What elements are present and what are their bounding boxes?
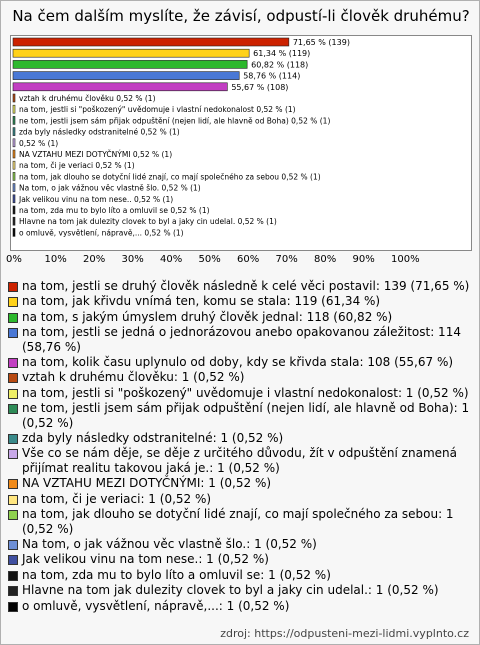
bar-13 — [13, 184, 15, 192]
bar-5 — [13, 94, 15, 102]
legend-item — [8, 583, 474, 597]
legend-swatch — [8, 373, 18, 383]
bar-15 — [13, 206, 15, 214]
legend-label: ne tom, jestli jsem sám přijak odpuštění (nejen lidí, ale hlavně od Boha): 1 (0,52 %) — [22, 401, 470, 430]
bar-plot — [10, 35, 472, 251]
x-tick-label: 90% — [352, 254, 375, 265]
legend-item — [8, 294, 474, 308]
legend-swatch — [8, 571, 18, 581]
legend-swatch — [8, 404, 18, 414]
legend-label: o omluvě, vysvětlení, nápravě,...: 1 (0,52 %) — [22, 598, 290, 613]
legend-item — [8, 401, 474, 430]
bar-11 — [13, 161, 15, 169]
bar-label-15: na tom, zda mu to bylo líto a omluvil se 0,52 % (1) — [19, 206, 210, 215]
legend-swatch — [8, 434, 18, 444]
legend-swatch — [8, 282, 18, 292]
legend-label: Na tom, o jak vážnou věc vlastně šlo.: 1 (0,52 %) — [22, 536, 317, 551]
legend-swatch — [8, 586, 18, 596]
legend-item — [8, 552, 474, 566]
legend-swatch — [8, 297, 18, 307]
bar-2 — [13, 60, 247, 68]
legend-swatch — [8, 540, 18, 550]
legend-item — [8, 310, 474, 324]
bar-label-0: 71,65 % (139) — [292, 38, 350, 47]
bar-label-17: o omluvě, vysvětlení, nápravě,... 0,52 % (1) — [19, 228, 184, 238]
bar-label-14: Jak velikou vinu na tom nese.. 0,52 % (1) — [19, 194, 174, 204]
bar-label-8: zda byly následky odstranitelné 0,52 % (1) — [19, 127, 180, 137]
legend-item — [8, 446, 474, 475]
legend-item — [8, 476, 474, 490]
bar-14 — [13, 195, 15, 203]
bar-label-2: 60,82 % (118) — [251, 60, 309, 70]
bar-label-12: na tom, jak dlouho se dotyční lidé znají, co mají společného za sebou 0,52 % (1) — [19, 172, 321, 182]
legend-swatch — [8, 495, 18, 505]
legend-swatch — [8, 479, 18, 489]
bar-label-16: Hlavne na tom jak dulezity clovek to byl a jaky cin udelal. 0,52 % (1) — [19, 217, 277, 227]
bar-label-5: vztah k druhému člověku 0,52 % (1) — [19, 94, 156, 103]
legend-label: na tom, jak dlouho se dotyční lidé znají, co mají společného za sebou: 1 (0,52 %) — [22, 507, 454, 536]
legend-label: na tom, či je veriaci: 1 (0,52 %) — [22, 491, 212, 506]
legend-item — [8, 492, 474, 506]
legend-swatch — [8, 358, 18, 368]
legend-swatch — [8, 313, 18, 323]
x-tick-label: 40% — [160, 254, 183, 265]
legend-label: zda byly následky odstranitelné: 1 (0,52 %) — [22, 431, 284, 446]
bar-8 — [13, 128, 15, 136]
x-tick-label: 20% — [83, 254, 106, 265]
legend-label: vztah k druhému člověku: 1 (0,52 %) — [22, 370, 245, 385]
x-tick-label: 0% — [6, 254, 22, 265]
legend — [8, 279, 474, 614]
legend-item — [8, 370, 474, 384]
legend-swatch — [8, 328, 18, 338]
x-tick-label: 80% — [314, 254, 337, 265]
legend-label: na tom, jestli se jedná o jednorázovou anebo opakovanou záležitost: 114 (58,76 %) — [22, 325, 461, 354]
legend-item — [8, 355, 474, 369]
bar-label-3: 58,76 % (114) — [243, 71, 301, 81]
legend-item — [8, 537, 474, 551]
legend-swatch — [8, 555, 18, 565]
legend-item — [8, 279, 474, 293]
legend-swatch — [8, 389, 18, 399]
bar-16 — [13, 217, 15, 225]
legend-item — [8, 431, 474, 445]
legend-swatch — [8, 449, 18, 459]
legend-swatch — [8, 602, 18, 612]
legend-item — [8, 568, 474, 582]
legend-label: na tom, zda mu to bylo líto a omluvil se: 1 (0,52 %) — [22, 567, 331, 582]
legend-label: na tom, jestli si "poškozený" uvědomuje i vlastní nedokonalost: 1 (0,52 %) — [22, 385, 469, 400]
bar-10 — [13, 150, 15, 158]
legend-label: na tom, jak křivdu vnímá ten, komu se stala: 119 (61,34 %) — [22, 294, 381, 309]
bar-7 — [13, 116, 15, 124]
bar-9 — [13, 139, 15, 147]
legend-label: NA VZTAHU MEZI DOTYČNÝMI: 1 (0,52 %) — [22, 476, 272, 491]
legend-item — [8, 386, 474, 400]
legend-item — [8, 325, 474, 354]
x-tick-label: 100% — [391, 254, 420, 265]
x-axis-tick-labels — [1, 254, 480, 270]
x-tick-label: 60% — [237, 254, 260, 265]
bar-label-1: 61,34 % (119) — [253, 49, 311, 59]
bar-label-9: 0,52 % (1) — [19, 138, 59, 148]
source-note: zdroj: https://odpusteni-mezi-lidmi.vyplnto.cz — [220, 627, 469, 640]
legend-label: na tom, jestli se druhý člověk následně k celé věci postavil: 139 (71,65 %) — [22, 279, 470, 293]
legend-label: na tom, kolik času uplynulo od doby, kdy se křivda stala: 108 (55,67 %) — [22, 355, 454, 370]
x-tick-label: 50% — [198, 254, 221, 265]
legend-label: na tom, s jakým úmyslem druhý člověk jednal: 118 (60,82 %) — [22, 309, 393, 324]
legend-label: Jak velikou vinu na tom nese.: 1 (0,52 %) — [22, 552, 269, 567]
legend-swatch — [8, 510, 18, 520]
chart-title: Na čem dalším myslíte, že závisí, odpustí-li člověk druhému? — [12, 7, 470, 25]
legend-item — [8, 507, 474, 536]
bar-label-10: NA VZTAHU MEZI DOTYČNÝMI 0,52 % (1) — [19, 150, 173, 159]
bar-label-11: na tom, či je veriaci 0,52 % (1) — [19, 161, 135, 171]
bar-1 — [13, 49, 249, 57]
bar-label-4: 55,67 % (108) — [231, 82, 289, 92]
bar-6 — [13, 105, 15, 113]
bar-4 — [13, 83, 227, 91]
bar-12 — [13, 172, 15, 180]
x-tick-label: 70% — [275, 254, 298, 265]
legend-label: Vše co se nám děje, se děje z určitého důvodu, žít v odpuštění znamená přijímat realitu takovou jaká je.: 1 (0,52 %) — [22, 446, 457, 475]
bar-0 — [13, 38, 289, 46]
bar-label-6: na tom, jestli si "poškozený" uvědomuje i vlastní nedokonalost 0,52 % (1) — [19, 105, 296, 115]
legend-label: Hlavne na tom jak dulezity clovek to byl a jaky cin udelal.: 1 (0,52 %) — [22, 583, 439, 598]
bar-label-7: ne tom, jestli jsem sám přijak odpuštění (nejen lidí, ale hlavně od Boha) 0,52 % (1) — [19, 116, 331, 126]
x-tick-label: 30% — [121, 254, 144, 265]
legend-item — [8, 599, 474, 613]
bar-label-13: Na tom, o jak vážnou věc vlastně šlo. 0,52 % (1) — [19, 183, 201, 193]
x-tick-label: 10% — [44, 254, 67, 265]
bar-17 — [13, 228, 15, 236]
bar-3 — [13, 72, 239, 80]
